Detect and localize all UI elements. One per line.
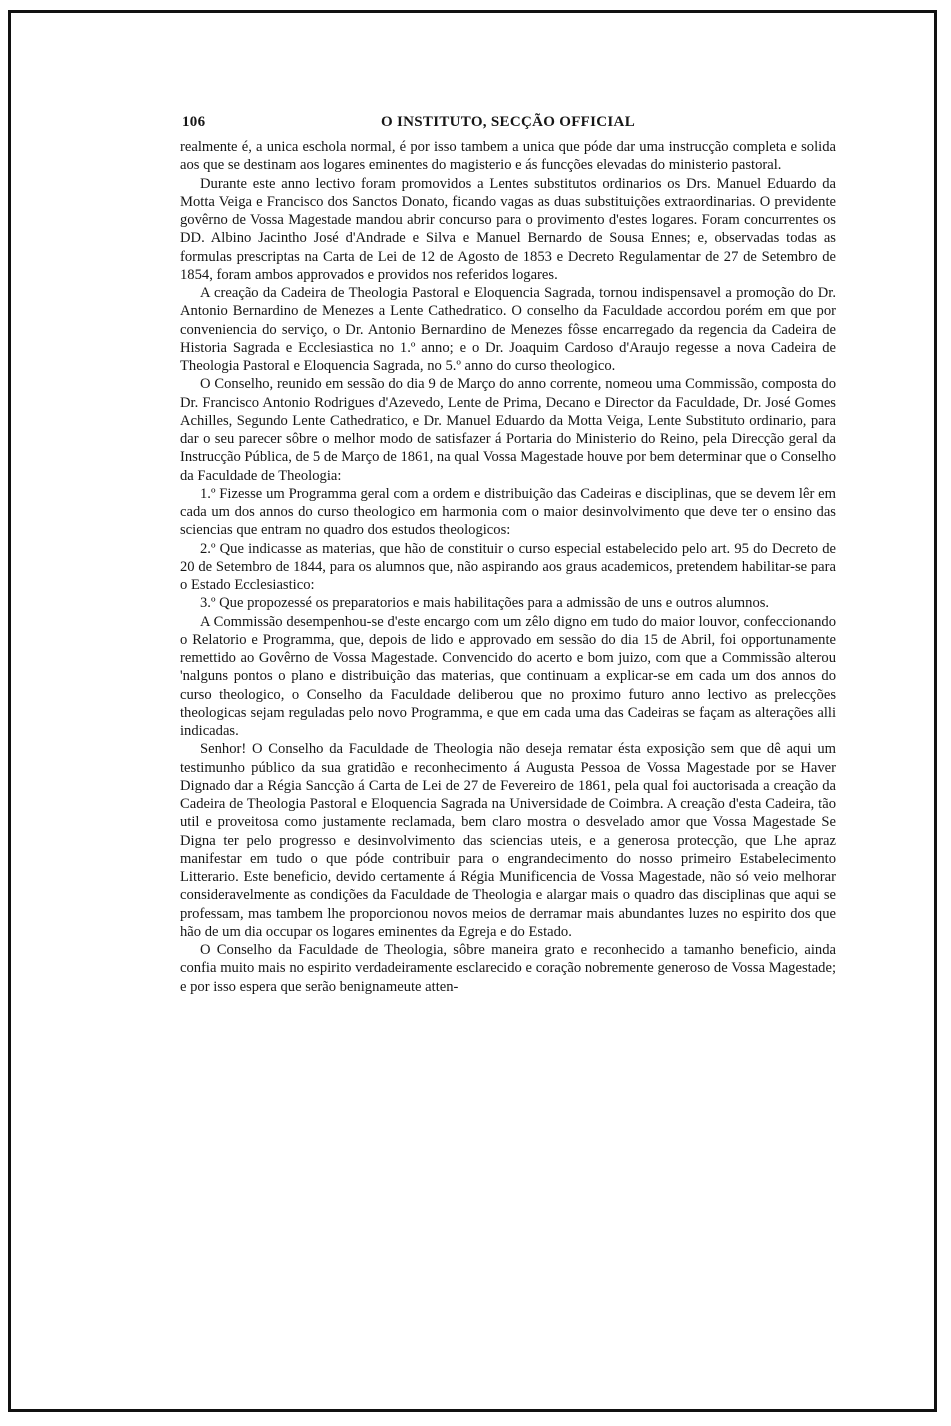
paragraph-continuation: realmente é, a unica eschola normal, é por isso tambem a unica que póde dar uma instrucção completa e solida aos que se destinam aos logares eminentes do magisterio e ás funcções elevadas do ministerio pastoral. (180, 139, 836, 174)
running-title: O INSTITUTO, SECÇÃO OFFICIAL (380, 114, 635, 130)
list-item-1: 1.º Fizesse um Programma geral com a ordem e distribuição das Cadeiras e disciplinas, que se devem lêr em cada um dos annos do curso theologico em harmonia com o maior desinvolvimento que deve ter o ensino das sciencias que entram no quadro dos estudos theologicos: (180, 485, 836, 539)
paragraph: O Conselho, reunido em sessão do dia 9 de Março do anno corrente, nomeou uma Commissão, composta do Dr. Francisco Antonio Rodrigues d'Azevedo, Lente de Prima, Decano e Director da Faculdade, Dr. José Gomes Achilles, Segundo Lente Cathedratico, e Dr. Manuel Eduardo da Motta Veiga, Lente Substituto ordinario, para dar o seu parecer sôbre o melhor modo de satisfazer á Portaria do Ministerio do Reino, pela Direcção geral da Instrucção Pública, de 5 de Março de 1861, na qual Vossa Magestade houve por bem determinar que o Conselho da Faculdade de Theologia: (180, 376, 837, 484)
document-page (180, 112, 836, 996)
paragraph: A Commissão desempenhou-se d'este encargo com um zêlo digno em tudo do maior louvor, confeccionando o Relatorio e Programma, que, depois de lido e approvado em sessão do dia 15 de Abril, foi opportunamente remettido ao Govêrno de Vossa Magestade. Convencido do acerto e bom juizo, com que a Commissão alterou 'nalguns pontos o plano e distribuição das materias, que continuam a explicar-se em cada um dos annos do curso theologico, o Conselho da Faculdade deliberou que no proximo futuro anno lectivo as prelecções theologicas sejam reguladas pelo novo Programma, e que em cada uma das Cadeiras se façam as alterações alli indicadas. (180, 613, 836, 739)
paragraph: A creação da Cadeira de Theologia Pastoral e Eloquencia Sagrada, tornou indispensavel a promoção do Dr. Antonio Bernardino de Menezes a Lente Cathedratico. O conselho da Faculdade accordou porém em que por conveniencia do serviço, o Dr. Antonio Bernardino de Menezes fôsse encarregado da regencia da Cadeira de Historia Sagrada e Ecclesiastica no 1.º anno; e o Dr. Joaquim Cardoso d'Araujo regesse a nova Cadeira de Theologia Pastoral e Eloquencia Sagrada, no 5.º anno do curso theologico. (180, 285, 836, 374)
paragraph: Durante este anno lectivo foram promovidos a Lentes substitutos ordinarios os Drs. Manuel Eduardo da Motta Veiga e Francisco dos Sanctos Donato, ficando vagas as duas substituições extraordinarias. O previdente govêrno de Vossa Magestade mandou abrir concurso para o provimento d'estes logares. Foram concurrentes os DD. Albino Jacintho José d'Andrade e Silva e Manuel Bernardo de Sousa Ennes; e, observadas todas as formulas prescriptas na Carta de Lei de 12 de Agosto de 1853 e Decreto Regulamentar de 27 de Setembro de 1854, foram ambos approvados e providos nos referidos logares. (180, 175, 836, 283)
list-item-2: 2.º Que indicasse as materias, que hão de constituir o curso especial estabelecido pelo art. 95 do Decreto de 20 de Setembro de 1844, para os alumnos que, não aspirando aos graus academicos, pretendem habilitar-se para o Estado Ecclesiastico: (180, 540, 836, 593)
page-number: 106 (182, 114, 206, 130)
list-item-3: 3.º Que propozessé os preparatorios e mais habilitações para a admissão de uns e outros alumnos. (200, 595, 770, 612)
paragraph: O Conselho da Faculdade de Theologia, sôbre maneira grato e reconhecido a tamanho beneficio, ainda confia muito mais no espirito verdadeiramente esclarecido e coração nobremente generoso de Vossa Magestade; e por isso espera que serão benignameute atten- (180, 942, 836, 995)
document-body (180, 138, 836, 996)
page-header (180, 112, 836, 138)
paragraph: Senhor! O Conselho da Faculdade de Theologia não deseja rematar ésta exposição sem que dê aqui um testimunho público da sua gratidão e reconhecimento á Augusta Pessoa de Vossa Magestade por se Haver Dignado dar a Régia Sancção á Carta de Lei de 27 de Fevereiro de 1861, pela qual foi auctorisada a creação da Cadeira de Theologia Pastoral e Eloquencia Sagrada na Universidade de Coimbra. A creação d'esta Cadeira, tão util e proveitosa como justamente reclamada, bem claro mostra o desvelado amor que Vossa Magestade Se Digna ter pelo progresso e desinvolvimento das sciencias uteis, e a generosa protecção, que Lhe apraz manifestar em tudo o que póde contribuir para o engrandecimento do nosso primeiro Estabelecimento Litterario. Este beneficio, devido certamente á Régia Munificencia de Vossa Magestade, não só veio melhorar consideravelmente as condições da Faculdade de Theologia e alargar mais o quadro das disciplinas que aqui se professam, mas tambem lhe proporcionou novos meios de derramar mais abundantes luzes no espirito dos que hão de um dia occupar os logares eminentes da Egreja e do Estado. (180, 741, 836, 940)
